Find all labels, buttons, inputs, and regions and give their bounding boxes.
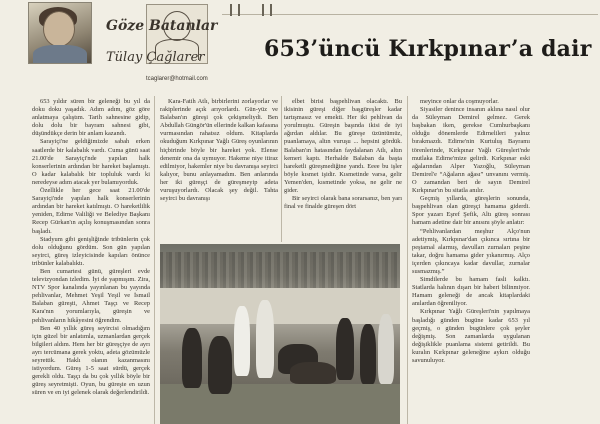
article-column-4 [412, 98, 530, 424]
article-paragraph: Sarayiçi'ne geldiğimizde sabah erken saatlerde bir kalabalık vardı. Cuma günü saat 21.00'de Sarayiçi'nde yapılan halk konserlerinin ardından bir hareket başlamıştı. O kadar kalabalık bir topluluk vardı ki neredeyse adım atacak yer bulamıyorduk. [32, 138, 150, 186]
article-paragraph: “Pehlivanlardan meşhur Alço'nun adetiymiş, Kırkpınar'dan çıkınca sırtına bir peştamal alarmış, davulları zurnaları peşine takar, doğru hamama gider yıkanırmış. Alço içerden çıkıncaya kadar davullar, zurnalar susmazmış.” [412, 227, 530, 275]
article-paragraph: elbet birisi başpehlivan olacaktı. Bu ikisinin güreşi diğer başgüreşler kadar tartışmasız ve emekti. Her iki pehlivan da yorulmuştu. Güreşin başında ikisi de iyi ağırdan aldılar. Bu güreşe üzüntümüz, puanlamaya, altın vuruşu ... hepsini gördük. Balaban'ın hatasından faydalanan Atlı, altın kemeri kaptı. Herhalde Balaban da başta hareketli güreşmediğine yandı. Eeee bu işler böyle kısmet işidir. Kısmetinde varsa, gelir Yemen'den, kısmetinde yoksa, ne gelir ne gider. [284, 98, 402, 195]
article-paragraph: Simdilerde bu hamam fasli kalktı. Statlarda halının dışarı bir haberi bilinmiyor. Hamam geleneği de ancak kitaplardaki anılardan öğreniliyor. [412, 276, 530, 308]
article-paragraph: Bir seyirci olarak bana sorarsanız, ben yarı final ve finalde güreşen dört [284, 195, 402, 211]
wrestling-photo [160, 244, 400, 424]
article-paragraph: Özellikle her gece saat 21.00'de Sarayiçi'nde yapılan halk konserlerinin ardından bir hareket katılmıştı. O hareketlilik yeniden, Edirne Valiliği ve Belediye Başkanı Recep Gürkan'ın açılış konuşmasından sonra başladı. [32, 187, 150, 235]
header-rule [222, 2, 598, 15]
article-column-2 [160, 98, 278, 242]
column-divider [154, 96, 155, 424]
article-paragraph: Siyasiler denince insanın aklına nasıl olur da Süleyman Demirel gelmez. Gerek başbakan iken, gerekse Cumhurbaşkanı olduğu dönemlerde Edirnelileri yalnız bırakmazdı. Edirne'nin Kurtuluş Bayramı törenlerinde, Kırkpınar Yağlı Güreşleri'nde mutlaka Edirne'mize gelirdi. Kırkpınar eski ağalarından Alper Yazoğlu, Süleyman Demirel'e “Ağaların ağası” unvanını vermiş. O zamandan beri de sayın Demirel Kırkpınar'ın bu sitatla anılır. [412, 106, 530, 195]
article-paragraph: Geçmiş yıllarda, güreşlerin sonunda, başpehlivan olan güreşçi hamama giderdi. Spor yazarı Eşref Şefik, Altı güreş sonrası hamam adetine dair bir anısını şöyle anlatır: [412, 195, 530, 227]
article-paragraph: Kırkpınar Yağlı Güreşleri'nin yapılmaya başladığı günden bugüne kadar 653 yıl geçmiş, o günden bugünlere çok şeyler değişmiş. Son zamanlarda uygulanan değişiklikle puanlama sistemi getirildi. Bu kuralın Kırkpınar geleneğine aykırı olduğu savunuluyor. [412, 308, 530, 364]
author-photo [28, 2, 92, 64]
article-column-3 [284, 98, 402, 242]
article-paragraph: Ben 40 yıllık güreş seyircisi olmadığım için güzel bir anlatımla, uzmanlardan gerçek bilgileri aldım. Hem her bir güreşçiye de ayrı ayrı tercümana gerek yoktu, adeta gözümüzle seyrettik. Haklı olanın kazanmasını istiyordum. Güreş 1-5 saat sürdü, gerçek gerekli oldu. Taşçı da bu çok yıllık böyle bir güreş seyretmişti. Oyun, bu güreşte en uzun süren ve en iyi gelenek olarak değerlendirildi. [32, 324, 150, 397]
column-author: Tülay Çağlarer [106, 50, 205, 65]
article-paragraph: meyince onlar da coşmuyorlar. [420, 98, 499, 105]
article-paragraph: 653 yıldır süren bir geleneği bu yıl da doku doku yaşadık. Adım adım, göz göre anlatmaya çalıştım. Tarih sahnesine gidip, dolu dolu bir bayram sahnesi gibi, düşündükçe derin bir anlam kazandı. [32, 98, 150, 138]
column-name: Göze Batanlar [106, 18, 218, 34]
column-divider [407, 96, 408, 424]
article-paragraph: Stadyum gibi genişliğinde tribünlerin çok dolu olduğunu gördüm. Son gün yapılan seyirci, güreş izleyicisinde kapıları önünce tribünler kalabalıktı. [32, 235, 150, 267]
column-header [28, 0, 220, 92]
column-divider [281, 96, 282, 242]
article-paragraph: Ben cumartesi günü, güreşleri evde televizyondan izledim. İyi de yapmışım. Zira, NTV Spor kanalında yayınlanan bu yayında pehlivanlar, Mehmet Yeşil Yeşil ve İsmail Balaban güreşti, Ahmet Taşçı ve Recep Kara'nın yorumlarıyla, güreşin ve pehlivanların hikâyesini öğrendim. [32, 267, 150, 324]
article-paragraph: Kara-Fatih Atlı, birbirlerini zorlayorlar ve rakiplerinde açık arıyorlardı. Gün-yüz ve Balaban'ın güreşi çok çekişmeliydi. Ben Abdullah Güngör'ün ellerinde kalkan kafasına vurmasından rahatsız oldum. Kitaplarda okuduğum Kırkpınar Yağlı Güreş oyunlarının hiçbirinde böyle bir hareket yok. Elense denemir ona da uymuyor. Hakeme niye itiraz edilmiyor, hakemler niye bu davranışa seyirci kalıyor, bunu anlayamadım. Ben anlarında her iki güreşçi de güreşmeyip adeta vuruşuyorlardı. Olacak şey değil. Tahta seyirci bu davranışı [160, 98, 278, 203]
author-email: tcaglarer@hotmail.com [146, 76, 208, 82]
article-column-1 [32, 98, 150, 424]
article-title: 653’üncü Kırkpınar’a dair [264, 36, 592, 62]
